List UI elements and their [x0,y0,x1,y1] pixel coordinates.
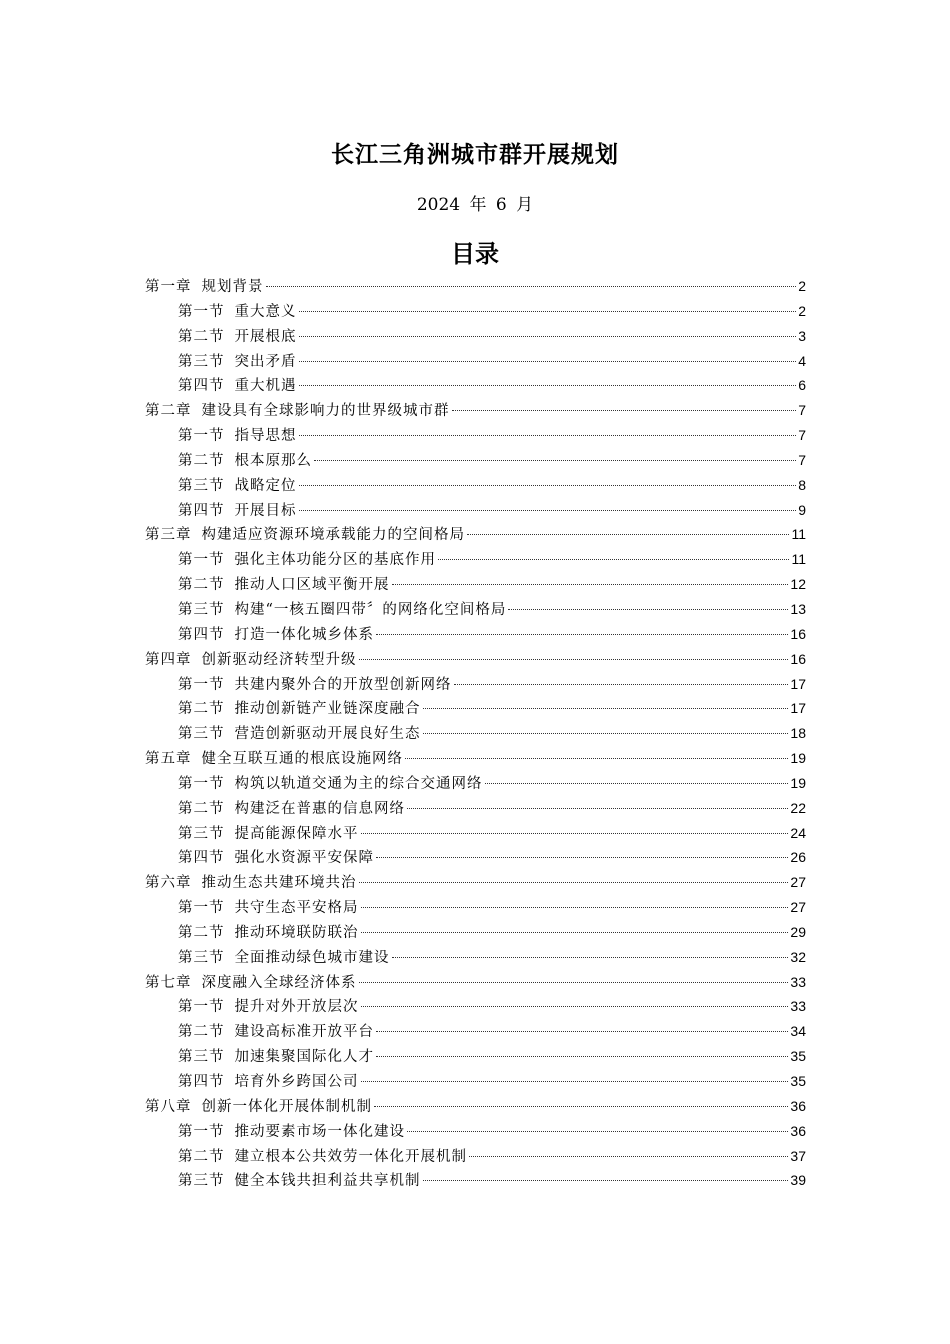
toc-section-entry[interactable] [145,895,806,920]
toc-entry-number: 第一节 [178,900,225,917]
toc-section-entry[interactable] [145,373,806,398]
toc-entry-label [178,300,297,325]
toc-entry-number: 第二节 [178,924,225,941]
toc-section-entry[interactable] [145,771,806,796]
toc-entry-number: 第一节 [178,428,225,445]
toc-entry-label [178,598,506,623]
toc-section-entry[interactable] [145,349,806,374]
toc-page-number: 13 [790,600,806,617]
toc-dot-leader [299,335,797,337]
toc-section-entry[interactable] [145,1144,806,1169]
toc-chapter-entry[interactable] [145,647,806,672]
toc-entry-label [178,350,297,375]
toc-entry-title: 创新驱动经济转型升级 [201,651,357,668]
toc-entry-label [178,697,421,722]
toc-entry-title: 建设具有全球影响力的世界级城市群 [201,403,450,420]
toc-entry-number: 第三章 [145,527,192,544]
toc-page-number: 17 [790,675,806,692]
toc-entry-label [178,846,374,871]
toc-section-entry[interactable] [145,994,806,1019]
toc-section-entry[interactable] [145,1044,806,1069]
toc-chapter-entry[interactable] [145,870,806,895]
toc-entry-title: 共建内聚外合的开放型创新网络 [234,676,452,693]
toc-entry-label [178,722,421,747]
toc-entry-label [178,995,359,1020]
toc-entry-number: 第二节 [178,1024,225,1041]
document-date: 2024 年 6 月 [416,195,534,215]
toc-entry-number: 第八章 [145,1098,192,1115]
toc-dot-leader [508,608,788,610]
toc-dot-leader [392,956,789,958]
toc-dot-leader [485,782,789,784]
toc-section-entry[interactable] [145,324,806,349]
toc-entry-title: 指导思想 [234,428,297,445]
toc-dot-leader [452,409,797,411]
toc-entry-number: 第一节 [178,303,225,320]
toc-chapter-entry[interactable] [145,970,806,995]
toc-dot-leader [469,1155,788,1157]
toc-entry-label [178,896,359,921]
toc-entry-title: 构建“一核五圈四带〞的网络化空间格局 [234,601,507,618]
toc-page-number: 19 [790,750,806,767]
toc-section-entry[interactable] [145,597,806,622]
toc-entry-number: 第三节 [178,1173,225,1190]
toc-entry-number: 第三节 [178,353,225,370]
toc-dot-leader [314,459,796,461]
toc-dot-leader [376,856,788,858]
toc-dot-leader [299,509,797,511]
toc-entry-number: 第六章 [145,875,192,892]
toc-entry-label [178,424,297,449]
toc-entry-title: 提高能源保障水平 [234,825,359,842]
toc-page-number: 7 [798,427,806,444]
toc-dot-leader [266,285,797,287]
toc-page-number: 2 [798,302,806,319]
toc-entry-label [178,1070,359,1095]
toc-section-entry[interactable] [145,721,806,746]
toc-section-entry[interactable] [145,1069,806,1094]
toc-entry-label [178,921,359,946]
toc-entry-number: 第二节 [178,701,225,718]
toc-page-number: 37 [790,1147,806,1164]
toc-entry-number: 第一节 [178,1123,225,1140]
toc-chapter-entry[interactable] [145,274,806,299]
toc-dot-leader [359,881,789,883]
toc-section-entry[interactable] [145,1119,806,1144]
toc-entry-title: 健全本钱共担利益共享机制 [234,1173,421,1190]
toc-entry-title: 打造一体化城乡体系 [234,626,374,643]
toc-entry-title: 构建适应资源环境承载能力的空间格局 [201,527,465,544]
toc-entry-title: 建设高标准开放平台 [234,1024,374,1041]
toc-dot-leader [299,310,797,312]
toc-dot-leader [374,1105,788,1107]
toc-dot-leader [467,533,789,535]
toc-entry-label [145,1095,372,1120]
toc-entry-number: 第二节 [178,577,225,594]
toc-entry-number: 第一节 [178,676,225,693]
toc-page-number: 18 [790,725,806,742]
toc-page-number: 29 [790,923,806,940]
toc-entry-label [178,1020,374,1045]
toc-entry-number: 第三节 [178,949,225,966]
toc-entry-number: 第二节 [178,1148,225,1165]
toc-page-number: 19 [790,774,806,791]
toc-page-number: 3 [798,327,806,344]
toc-section-entry[interactable] [145,572,806,597]
toc-dot-leader [359,658,789,660]
toc-entry-title: 创新一体化开展体制机制 [201,1098,372,1115]
toc-entry-label [178,325,297,350]
toc-section-entry[interactable] [145,1019,806,1044]
toc-entry-number: 第四节 [178,502,225,519]
toc-section-entry[interactable] [145,945,806,970]
toc-entry-number: 第一节 [178,775,225,792]
toc-entry-title: 战略定位 [234,477,297,494]
toc-entry-title: 推动创新链产业链深度融合 [234,701,421,718]
toc-entry-label [178,822,359,847]
toc-entry-number: 第三节 [178,825,225,842]
toc-entry-title: 强化主体功能分区的基底作用 [234,552,436,569]
toc-section-entry[interactable] [145,498,806,523]
toc-entry-label [178,474,297,499]
toc-page-number: 4 [798,352,806,369]
toc-dot-leader [392,583,789,585]
toc-page-number: 22 [790,799,806,816]
toc-dot-leader [361,1005,789,1007]
toc-chapter-entry[interactable] [145,398,806,423]
toc-page-number: 33 [790,998,806,1015]
toc-entry-title: 营造创新驱动开展良好生态 [234,726,421,743]
toc-page-number: 35 [790,1048,806,1065]
toc-entry-label [178,1045,374,1070]
toc-dot-leader [376,1030,788,1032]
toc-entry-number: 第四节 [178,1074,225,1090]
toc-page-number: 35 [790,1073,806,1089]
toc-entry-title: 推动环境联防联治 [234,924,359,941]
toc-section-entry[interactable] [145,920,806,945]
toc-chapter-entry[interactable] [145,1094,806,1119]
toc-chapter-entry[interactable] [145,746,806,771]
toc-page-number: 36 [790,1122,806,1139]
toc-dot-leader [361,906,789,908]
toc-section-entry[interactable] [145,547,806,572]
toc-entry-number: 第二节 [178,328,225,345]
toc-entry-title: 强化水资源平安保障 [234,850,374,867]
toc-section-entry[interactable] [145,299,806,324]
toc-page-number: 33 [790,973,806,990]
toc-section-entry[interactable] [145,448,806,473]
toc-page-number: 26 [790,849,806,866]
toc-page-number: 11 [791,551,806,568]
toc-entry-title: 加速集聚国际化人才 [234,1049,374,1066]
toc-entry-number: 第一章 [145,279,192,295]
toc-entry-label [178,623,374,648]
toc-dot-leader [359,981,789,983]
toc-dot-leader [438,558,789,560]
toc-entry-title: 构筑以轨道交通为主的综合交通网络 [234,775,483,792]
toc-entry-title: 推动要素市场一体化建设 [234,1123,405,1140]
toc-dot-leader [299,484,797,486]
toc-entry-label [178,548,436,573]
toc-entry-label [178,449,312,474]
toc-dot-leader [361,832,789,834]
toc-section-entry[interactable] [145,672,806,697]
toc-page-number: 8 [798,476,806,493]
toc-dot-leader [361,931,789,933]
toc-page-number: 12 [790,576,806,593]
toc-page-number: 2 [798,278,806,294]
document-title: 长江三角洲城市群开展规划 [331,141,619,168]
toc-entry-number: 第五章 [145,751,192,768]
toc-page-number: 36 [790,1097,806,1114]
toc-entry-label [145,747,403,772]
toc-section-entry[interactable] [145,796,806,821]
toc-dot-leader [407,1130,788,1132]
toc-page-number: 27 [790,874,806,891]
toc-entry-number: 第一节 [178,552,225,569]
toc-entry-title: 共守生态平安格局 [234,900,359,917]
toc-page-number: 24 [790,824,806,841]
toc-entry-label [178,1120,405,1145]
toc-entry-title: 建立根本公共效劳一体化开展机制 [234,1148,467,1165]
toc-entry-number: 第四节 [178,850,225,867]
toc-entry-title: 开展目标 [234,502,297,519]
toc-entry-label [145,523,465,548]
toc-entry-number: 第三节 [178,601,225,618]
toc-dot-leader [423,1179,789,1181]
toc-entry-title: 突出矛盾 [234,353,297,370]
toc-entry-title: 深度融入全球经济体系 [201,974,357,991]
toc-page-number: 7 [798,402,806,419]
toc-page-number: 27 [790,899,806,916]
toc-heading: 目录 [451,239,499,268]
toc-entry-title: 重大意义 [234,303,297,320]
toc-dot-leader [376,633,788,635]
toc-entry-label [178,1169,421,1194]
toc-entry-label [178,1145,467,1170]
toc-page-number: 16 [790,650,806,667]
toc-entry-title: 开展根底 [234,328,297,345]
toc-entry-title: 推动生态共建环境共治 [201,875,357,892]
toc-entry-title: 全面推动绿色城市建设 [234,949,390,966]
toc-page-number: 7 [798,451,806,468]
toc-page-number: 6 [798,377,806,394]
toc-entry-label [145,871,357,896]
toc-entry-label [145,275,264,300]
toc-entry-label [178,499,297,524]
toc-page-number: 9 [798,501,806,518]
toc-entry-label [178,772,483,797]
toc-section-entry[interactable] [145,821,806,846]
toc-entry-label [145,648,357,673]
toc-dot-leader [299,434,797,436]
toc-section-entry[interactable] [145,1168,806,1193]
toc-section-entry[interactable] [145,473,806,498]
toc-dot-leader [407,807,788,809]
toc-entry-number: 第四节 [178,626,225,643]
toc-page-number: 17 [790,700,806,717]
toc-entry-title: 提升对外开放层次 [234,999,359,1016]
toc-section-entry[interactable] [145,696,806,721]
toc-entry-number: 第二节 [178,452,225,469]
toc-entry-title: 健全互联互通的根底设施网络 [201,751,403,768]
toc-entry-label [178,797,405,822]
toc-dot-leader [423,732,789,734]
table-of-contents [145,274,806,1193]
toc-entry-number: 第三节 [178,726,225,743]
toc-dot-leader [454,683,789,685]
toc-entry-number: 第三节 [178,477,225,494]
toc-page-number: 16 [790,625,806,642]
toc-entry-number: 第二章 [145,403,192,420]
toc-entry-label [178,946,390,971]
toc-entry-number: 第七章 [145,974,192,991]
toc-section-entry[interactable] [145,622,806,647]
toc-entry-number: 第四章 [145,651,192,668]
toc-entry-number: 第二节 [178,800,225,817]
toc-entry-number: 第四节 [178,378,225,395]
toc-dot-leader [299,384,797,386]
toc-entry-number: 第三节 [178,1049,225,1066]
toc-entry-title: 培育外乡跨国公司 [234,1074,359,1090]
toc-page-number: 11 [791,526,806,543]
toc-page-number: 39 [790,1172,806,1189]
toc-dot-leader [376,1055,788,1057]
toc-entry-title: 推动人口区域平衡开展 [234,577,390,594]
toc-entry-label [178,573,390,598]
toc-entry-label [178,374,297,399]
toc-section-entry[interactable] [145,845,806,870]
toc-entry-title: 根本原那么 [234,452,312,469]
toc-dot-leader [299,360,797,362]
toc-chapter-entry[interactable] [145,522,806,547]
toc-entry-label [145,971,357,996]
toc-page-number: 34 [790,1023,806,1040]
toc-dot-leader [361,1080,789,1082]
toc-entry-title: 规划背景 [201,279,264,295]
toc-entry-label [145,399,450,424]
toc-section-entry[interactable] [145,423,806,448]
toc-entry-title: 构建泛在普惠的信息网络 [234,800,405,817]
toc-entry-number: 第一节 [178,999,225,1016]
toc-dot-leader [423,707,789,709]
toc-entry-title: 重大机遇 [234,378,297,395]
toc-dot-leader [405,757,788,759]
toc-page-number: 32 [790,948,806,965]
toc-entry-label [178,673,452,698]
